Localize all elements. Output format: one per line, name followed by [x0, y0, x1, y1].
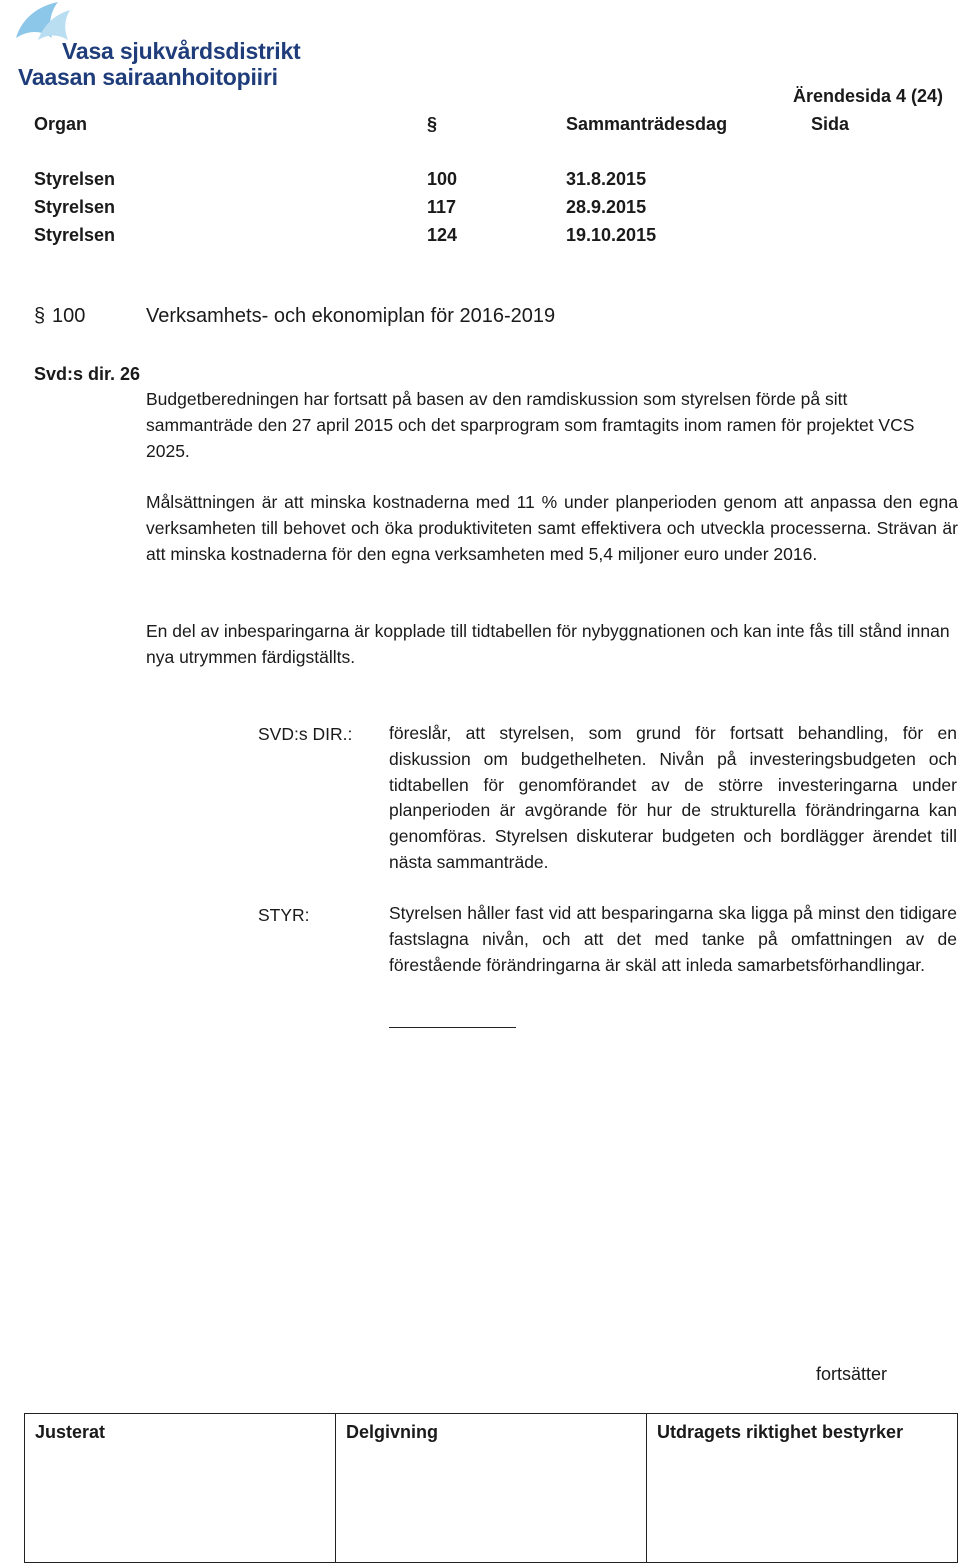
paragraph-3: En del av inbesparingarna är kopplade till tidtabellen för nybyggnationen och kan inte fås till stånd innan nya utrymmen färdigställts. [146, 621, 950, 667]
page-reference: Ärendesida 4 (24) [793, 86, 944, 106]
item-title: Verksamhets- och ekonomiplan för 2016-2019 [146, 305, 556, 327]
decision-2-label: STYR: [258, 905, 310, 925]
row-2-section: 117 [427, 197, 457, 217]
bird-wing-icon [16, 2, 70, 40]
row-1-date: 31.8.2015 [566, 169, 647, 189]
signature-box [24, 1413, 958, 1563]
item-number: 100 [52, 305, 86, 327]
paragraph-1: Budgetberedningen har fortsatt på basen av den ramdiskussion som styrelsen förde på sitt sammanträde den 27 april 2015 och det sparprogram som framtagits inom ramen för projektet VCS 2025. [146, 389, 915, 461]
decision-2-text: Styrelsen håller fast vid att besparingarna ska ligga på minst den tidigare fastslagna nivån, och att det med tanke på omfattningen av de förestående förändringarna är skäl att inleda samarbetsförhandlingar. [389, 903, 957, 975]
decision-1-label: SVD:s DIR.: [258, 724, 353, 744]
header-organ: Organ [34, 114, 88, 134]
footer-utdrag: Utdragets riktighet bestyrker [657, 1422, 904, 1442]
row-2-organ: Styrelsen [34, 197, 116, 217]
decision-1-text: föreslår, att styrelsen, som grund för fortsatt behandling, för en diskussion om budgethelheten. Nivån på investeringsbudgeten och tidtabellen för genomförandet av de större investeringarna under planperioden är avgörande för hur de strukturella förändringarna kan genomföras. Styrelsen diskuterar budgeten och bordlägger ärendet till nästa sammanträde. [389, 723, 957, 872]
item-symbol: § [34, 305, 46, 327]
continues-note: fortsätter [816, 1364, 888, 1384]
header-page: Sida [811, 114, 850, 134]
footer-delgivning: Delgivning [336, 1414, 647, 1562]
row-3-organ: Styrelsen [34, 225, 116, 245]
row-1-organ: Styrelsen [34, 169, 116, 189]
header-date: Sammanträdesdag [566, 114, 728, 134]
paragraph-2: Målsättningen är att minska kostnaderna med 11 % under planperioden genom att anpassa den egna verksamheten till behovet och öka produktiviteten samt effektivera och utveckla processerna. Strävan är att minska kostnaderna för den egna verksamheten med 5,4 miljoner euro under 2016. [146, 492, 958, 564]
end-rule [389, 1027, 516, 1028]
row-1-section: 100 [427, 169, 458, 189]
footer-justerat: Justerat [25, 1414, 336, 1562]
logo-line-2: Vaasan sairaanhoitopiiri [18, 64, 278, 90]
logo-line-1: Vasa sjukvårdsdistrikt [62, 38, 301, 64]
row-2-date: 28.9.2015 [566, 197, 647, 217]
row-3-section: 124 [427, 225, 458, 245]
header-section: § [427, 114, 438, 134]
row-3-date: 19.10.2015 [566, 225, 657, 245]
reference-label: Svd:s dir. 26 [34, 364, 141, 384]
